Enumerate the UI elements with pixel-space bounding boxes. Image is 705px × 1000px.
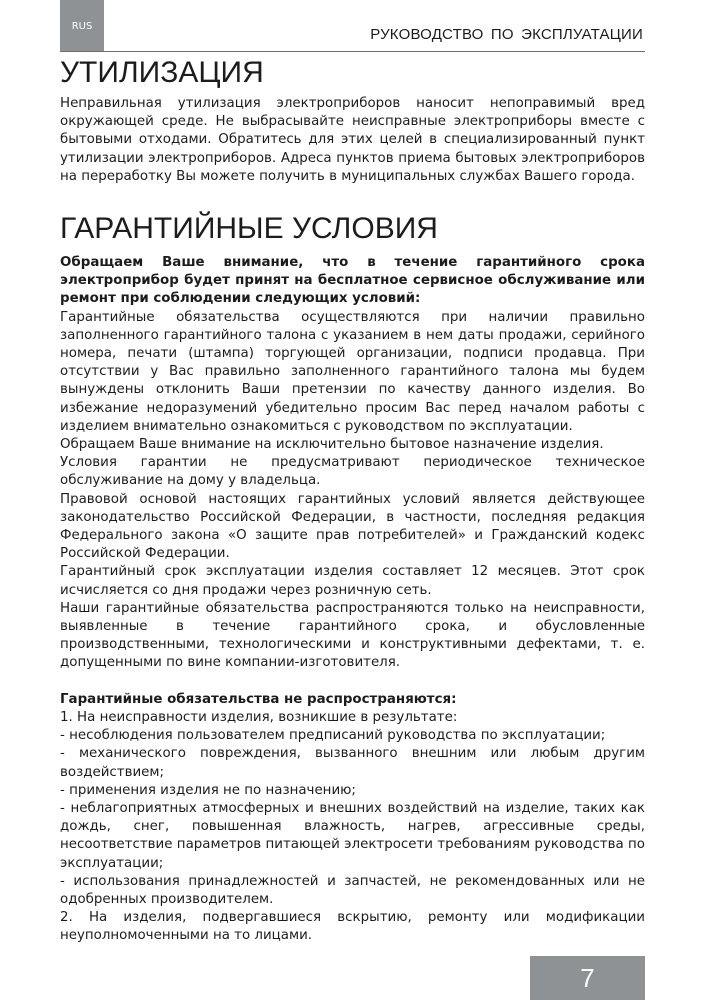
manual-title: РУКОВОДСТВО ПО ЭКСПЛУАТАЦИИ xyxy=(370,26,643,43)
utilization-text: Неправильная утилизация электроприборов наносит непоправимый вред окружающей среде. Не выбрасывайте неисправные электроприборы вместе с бытовыми отходами. Обратитесь для этих целей в специализированный пункт утилизации электроприборов. Адреса пунктов приема бытовых электроприборов на переработку Вы можете получить в муниципальных службах Вашего города. xyxy=(60,96,645,184)
section-heading-warranty: ГАРАНТИЙНЫЕ УСЛОВИЯ xyxy=(60,212,438,246)
page-content xyxy=(60,56,645,946)
exclusion-item: 1. На неисправности изделия, возникшие в результате: xyxy=(60,709,458,725)
warranty-paragraph: Правовой основой настоящих гарантийных условий является действующее законодательство Российской Федерации, в частности, последняя редакция Федерального закона «О защите прав потребителей» и Гражданский кодекс Российской Федерации. xyxy=(60,491,645,562)
exclusion-item: - неблагоприятных атмосферных и внешних воздействий на изделие, таких как дождь, снег, повышенная влажность, нагрев, агрессивные среды, несоответствие параметров питающей электросети требованиям руководства по эксплуатации; xyxy=(60,800,645,871)
spacer xyxy=(60,673,645,691)
warranty-paragraph: Гарантийный срок эксплуатации изделия составляет 12 месяцев. Этот срок исчисляется со дня продажи через розничную сеть. xyxy=(60,564,645,598)
exclusion-item: - использования принадлежностей и запчастей, не рекомендованных или не одобренных производителем. xyxy=(60,873,645,907)
section-heading-utilization: УТИЛИЗАЦИЯ xyxy=(60,56,264,89)
page-number: 7 xyxy=(530,956,645,1000)
exclusion-item: - механического повреждения, вызванного внешним или любым другим воздействием; xyxy=(60,746,645,780)
exclusion-item: 2. На изделия, подвергавшиеся вскрытию, ремонту или модификации неуполномоченными на то лицами. xyxy=(60,910,645,944)
warranty-paragraph: Условия гарантии не предусматривают периодическое техническое обслуживание на дому у владельца. xyxy=(60,455,645,489)
warranty-paragraph: Гарантийные обязательства осуществляются при наличии правильно заполненного гарантийного талона с указанием в нем даты продажи, серийного номера, печати (штампа) торгующей организации, подписи продавца. При отсутствии у Вас правильно заполненного гарантийного талона мы будем вынуждены отклонить Ваши претензии по качеству данного изделия. Во избежание недоразумений убедительно просим Вас перед началом работы с изделием внимательно ознакомиться с руководством по эксплуатации. xyxy=(60,309,645,434)
exclusion-item: - несоблюдения пользователем предписаний руководства по эксплуатации; xyxy=(60,728,606,744)
warranty-paragraph: Обращаем Ваше внимание на исключительно бытовое назначение изделия. xyxy=(60,437,604,453)
warranty-section xyxy=(60,254,645,946)
warranty-paragraph: Наши гарантийные обязательства распространяются только на неисправности, выявленные в течение гарантийного срока, и обусловленные производственными, технологическими и конструктивными дефектами, т. е. допущенными по вине компании-изготовителя. xyxy=(60,600,645,671)
header-divider xyxy=(60,51,645,52)
exclusions-heading: Гарантийные обязательства не распространяются: xyxy=(60,691,457,707)
warranty-lead: Обращаем Ваше внимание, что в течение гарантийного срока электроприбор будет принят на бесплатное сервисное обслуживание или ремонт при соблюдении следующих условий: xyxy=(60,255,645,307)
language-tab: RUS xyxy=(60,0,104,52)
exclusion-item: - применения изделия не по назначению; xyxy=(60,782,356,798)
